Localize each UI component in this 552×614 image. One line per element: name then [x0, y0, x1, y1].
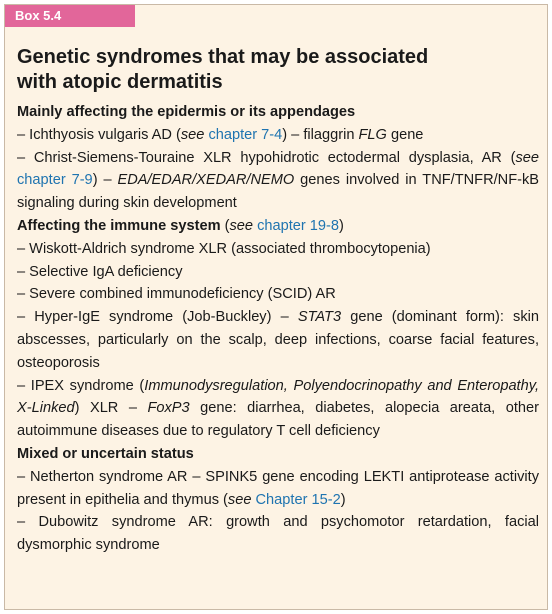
section-heading-mixed: Mixed or uncertain status: [17, 445, 194, 462]
list-item-netherton: [17, 466, 539, 512]
gene-name: FoxP3: [147, 400, 190, 417]
item-text: – IPEX syndrome (: [17, 377, 145, 394]
item-text: – Hyper-IgE syndrome (Job-Buckley) –: [17, 309, 298, 326]
section-heading-epidermis: Mainly affecting the epidermis or its appendages: [17, 104, 356, 120]
box-title: [17, 45, 537, 95]
see-text: see: [229, 217, 253, 234]
item-text: – Netherton syndrome AR – SPINK5 gene encoding LEKTI antiprotease activity present in epithelia and thymus (: [17, 468, 539, 508]
item-text: gene: [386, 126, 424, 143]
item-text: gene (dominant form): skin abscesses, particularly on the scalp, deep infections, coarse facial features, osteoporosis: [17, 309, 540, 371]
list-item-ipex: [17, 375, 539, 443]
chapter-link[interactable]: chapter 7-4: [208, 126, 283, 143]
item-text: gene: diarrhea, diabetes, alopecia areata, other autoimmune diseases due to regulatory T cell deficiency: [17, 400, 539, 440]
box-label: Box 5.4: [5, 5, 135, 27]
see-text: see: [180, 126, 205, 143]
gene-name: STAT3: [297, 309, 342, 326]
item-text: ) XLR –: [74, 400, 148, 417]
italic-text: Immunodysregulation, Polyendocrinopathy and Enteropathy, X-Linked: [17, 377, 539, 417]
chapter-link[interactable]: Chapter 15-2: [255, 491, 341, 508]
list-item-hyper-ige: [17, 306, 539, 374]
item-text: genes involved in TNF/TNFR/NF-kB signaling during skin development: [17, 172, 540, 212]
section-heading-text: Affecting the immune system: [17, 217, 221, 234]
item-text: – Christ-Siemens-Touraine XLR hypohidrotic ectodermal dysplasia, AR (: [17, 149, 516, 166]
box-panel: [4, 4, 548, 610]
list-item-wiskott: – Wiskott-Aldrich syndrome XLR (associated thrombocytopenia): [17, 240, 431, 257]
item-text: ): [340, 491, 346, 508]
box-title-line-1: Genetic syndromes that may be associated: [17, 46, 429, 68]
item-text: (: [220, 217, 230, 234]
item-text: ) –: [92, 172, 118, 189]
section-heading-immune: [17, 215, 539, 238]
list-item-ichthyosis: [17, 124, 539, 147]
gene-name: EDA/EDAR/XEDAR/NEMO: [117, 172, 295, 189]
chapter-link[interactable]: chapter 7-9: [17, 172, 93, 189]
list-item-iga: – Selective IgA deficiency: [17, 263, 183, 280]
see-text: see: [515, 149, 539, 166]
list-item-dubowitz: – Dubowitz syndrome AR: growth and psychomotor retardation, facial dysmorphic syndrome: [17, 514, 539, 554]
list-item-christ-siemens: [17, 147, 539, 215]
box-content: [17, 101, 539, 557]
see-text: see: [227, 491, 252, 508]
chapter-link[interactable]: chapter 19-8: [257, 217, 340, 234]
item-text: ): [339, 217, 344, 234]
gene-name: FLG: [358, 126, 387, 143]
list-item-scid: – Severe combined immunodeficiency (SCID) AR: [17, 286, 336, 303]
item-text: – Ichthyosis vulgaris AD (: [17, 126, 181, 143]
item-text: ) – filaggrin: [282, 126, 359, 143]
box-title-line-2: with atopic dermatitis: [17, 71, 223, 93]
